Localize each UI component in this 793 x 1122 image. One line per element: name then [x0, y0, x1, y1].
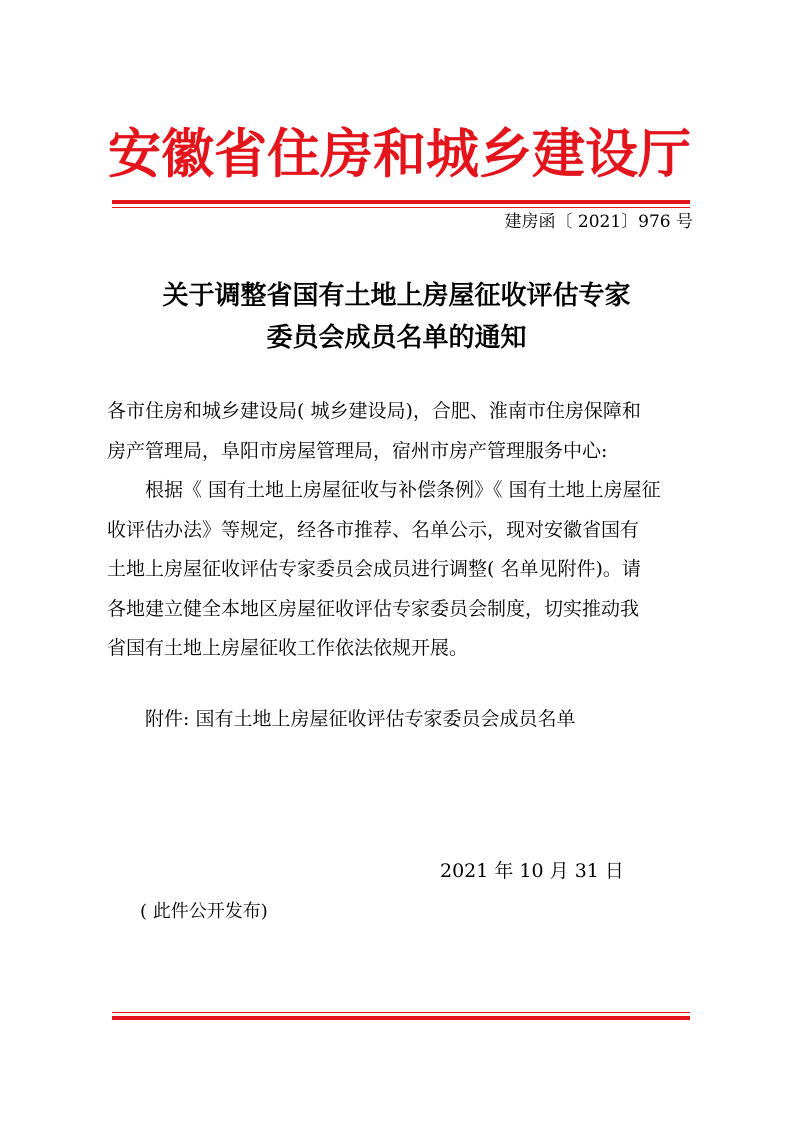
document-number: 建房函〔 2021〕976 号	[504, 212, 693, 232]
letterhead-rule-thin	[112, 207, 690, 208]
document-title-line-1: 关于调整省国有土地上房屋征收评估专家	[162, 281, 631, 311]
publish-note: ( 此件公开发布)	[140, 901, 268, 922]
addressee-block	[107, 392, 692, 471]
attachment-note: 附件: 国有土地上房屋征收评估专家委员会成员名单	[145, 708, 576, 730]
issue-date: 2021 年 10 月 31 日	[440, 860, 624, 882]
footer-rule-thin	[112, 1012, 690, 1013]
agency-letterhead: 安徽省住房和城乡建设厅	[108, 123, 691, 185]
addressee-line: 各市住房和城乡建设局( 城乡建设局)，合肥、淮南市住房保障和	[107, 400, 641, 422]
letterhead-rule-thick	[112, 200, 690, 204]
body-line: 省国有土地上房屋征收工作依法依规开展。	[107, 637, 469, 659]
footer-rule-thick	[112, 1016, 690, 1020]
body-paragraph	[107, 471, 692, 669]
body-line: 各地建立健全本地区房屋征收评估专家委员会制度，切实推动我	[107, 597, 640, 620]
body-line: 收评估办法》等规定，经各市推荐、名单公示，现对安徽省国有	[107, 518, 640, 541]
document-title-line-2: 委员会成员名单的通知	[266, 323, 527, 353]
body-line: 土地上房屋征收评估专家委员会成员进行调整( 名单见附件)。请	[107, 558, 641, 580]
addressee-line: 房产管理局，阜阳市房屋管理局，宿州市房产管理服务中心:	[107, 439, 608, 462]
body-line: 根据《 国有土地上房屋征收与补偿条例》《 国有土地上房屋征	[145, 479, 661, 501]
